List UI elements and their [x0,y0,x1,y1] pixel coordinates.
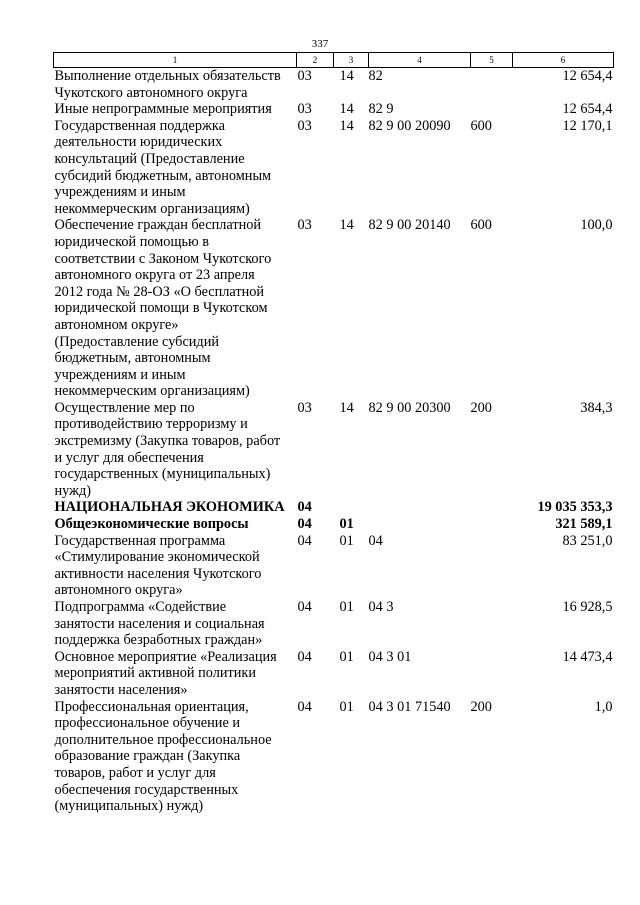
row-expense-type [471,101,513,118]
column-header-2: 2 [297,53,334,68]
row-section-code: 03 [297,399,312,416]
row-expense-type: 600 [470,217,492,234]
row-subsection-code: 14 [339,101,354,118]
row-target-article [369,516,471,533]
row-expense-type: 600 [470,117,492,134]
row-subsection-code: 14 [339,68,354,84]
row-subsection-code: 14 [339,217,354,234]
row-name: Общеэкономические вопросы [54,516,249,533]
row-expense-type [471,533,513,599]
row-amount: 1,0 [594,698,613,715]
row-subsection-code: 01 [339,599,354,615]
row-subsection-code: 01 [339,516,354,533]
row-section-code: 04 [297,648,312,665]
row-expense-type [471,68,513,102]
column-header-1: 1 [54,53,297,68]
row-section-code: 04 [297,499,312,516]
row-name: Обеспечение граждан бесплатной юридической помощью в соответствии с Законом Чукотского автономного округа от 23 апреля 2012 года № 28-ОЗ «О бесплатной юридической помощи в Чукотском автономном округе» (Предоставление субсидий бюджетным, автономным учреждениям и иным некоммерческим организациям) [54,217,272,400]
table-row [54,68,614,102]
table-row [54,516,614,533]
row-section-code: 03 [297,68,312,84]
table-row [54,699,614,815]
row-target-article: 04 3 [368,599,394,615]
row-name: Государственная программа «Стимулирование экономической активности населения Чукотского автономного округа» [54,532,262,599]
row-subsection-code: 14 [339,399,354,416]
row-name: Основное мероприятие «Реализация мероприятий активной политики занятости населения» [54,648,277,698]
row-name: Иные непрограммные мероприятия [54,101,272,118]
row-name: Государственная поддержка деятельности юридических консультаций (Предоставление субсидий бюджетным, автономным учреждениям и иным некоммерческим организациям) [54,117,272,217]
row-target-article: 04 3 01 [368,648,412,665]
row-section-code: 03 [297,217,312,234]
column-header-4: 4 [369,53,471,68]
row-target-article: 82 9 00 20090 [368,117,451,134]
row-subsection-code: 14 [339,117,354,134]
row-expense-type: 200 [470,399,492,416]
row-target-article: 82 9 00 20140 [368,217,451,234]
row-expense-type [471,499,513,516]
table-row [54,599,614,649]
budget-table [53,52,614,815]
row-section-code: 04 [297,599,312,615]
row-target-article: 82 9 [368,101,394,118]
row-amount: 83 251,0 [562,532,613,549]
row-amount: 19 035 353,3 [537,499,613,516]
row-subsection-code: 01 [339,532,354,549]
row-amount: 12 654,4 [562,68,613,84]
row-amount: 16 928,5 [562,599,613,615]
row-expense-type [471,649,513,699]
table-row [54,400,614,500]
table-row [54,217,614,400]
row-amount: 384,3 [580,399,613,416]
row-section-code: 04 [297,516,312,533]
row-amount: 14 473,4 [562,648,613,665]
row-subsection-code [334,499,369,516]
column-header-5: 5 [471,53,513,68]
row-section-code: 03 [297,101,312,118]
table-body [54,68,614,815]
row-expense-type [471,516,513,533]
table-row [54,649,614,699]
row-amount: 321 589,1 [555,516,613,533]
table-header [54,53,614,68]
row-name: Подпрограмма «Содействие занятости населения и социальная поддержка безработных граждан» [54,599,265,649]
column-header-3: 3 [334,53,369,68]
table-row [54,101,614,118]
row-amount: 100,0 [580,217,613,234]
row-target-article: 82 [368,68,383,84]
row-section-code: 04 [297,698,312,715]
row-amount: 12 654,4 [562,101,613,118]
table-row [54,499,614,516]
row-target-article: 82 9 00 20300 [368,399,451,416]
row-amount: 12 170,1 [562,117,613,134]
row-section-code: 04 [297,532,312,549]
column-header-6: 6 [513,53,614,68]
row-target-article: 04 3 01 71540 [368,698,451,715]
row-section-code: 03 [297,117,312,134]
table-row [54,533,614,599]
row-name: Осуществление мер по противодействию терроризму и экстремизму (Закупка товаров, работ и услуг для обеспечения государственных (муниципальных) нужд) [54,399,281,499]
row-name: Профессиональная ориентация, профессиональное обучение и дополнительное профессиональное образование граждан (Закупка товаров, работ и услуг для обеспечения государственных (муниципальных) нужд) [54,698,272,815]
row-target-article: 04 [368,532,383,549]
row-target-article [369,499,471,516]
table-row [54,118,614,218]
row-subsection-code: 01 [339,698,354,715]
page-number: 337 [311,38,329,50]
row-expense-type [471,599,513,649]
row-subsection-code: 01 [339,648,354,665]
row-name: Выполнение отдельных обязательств Чукотского автономного округа [54,68,281,101]
row-name: НАЦИОНАЛЬНАЯ ЭКОНОМИКА [54,499,285,516]
row-expense-type: 200 [470,698,492,715]
